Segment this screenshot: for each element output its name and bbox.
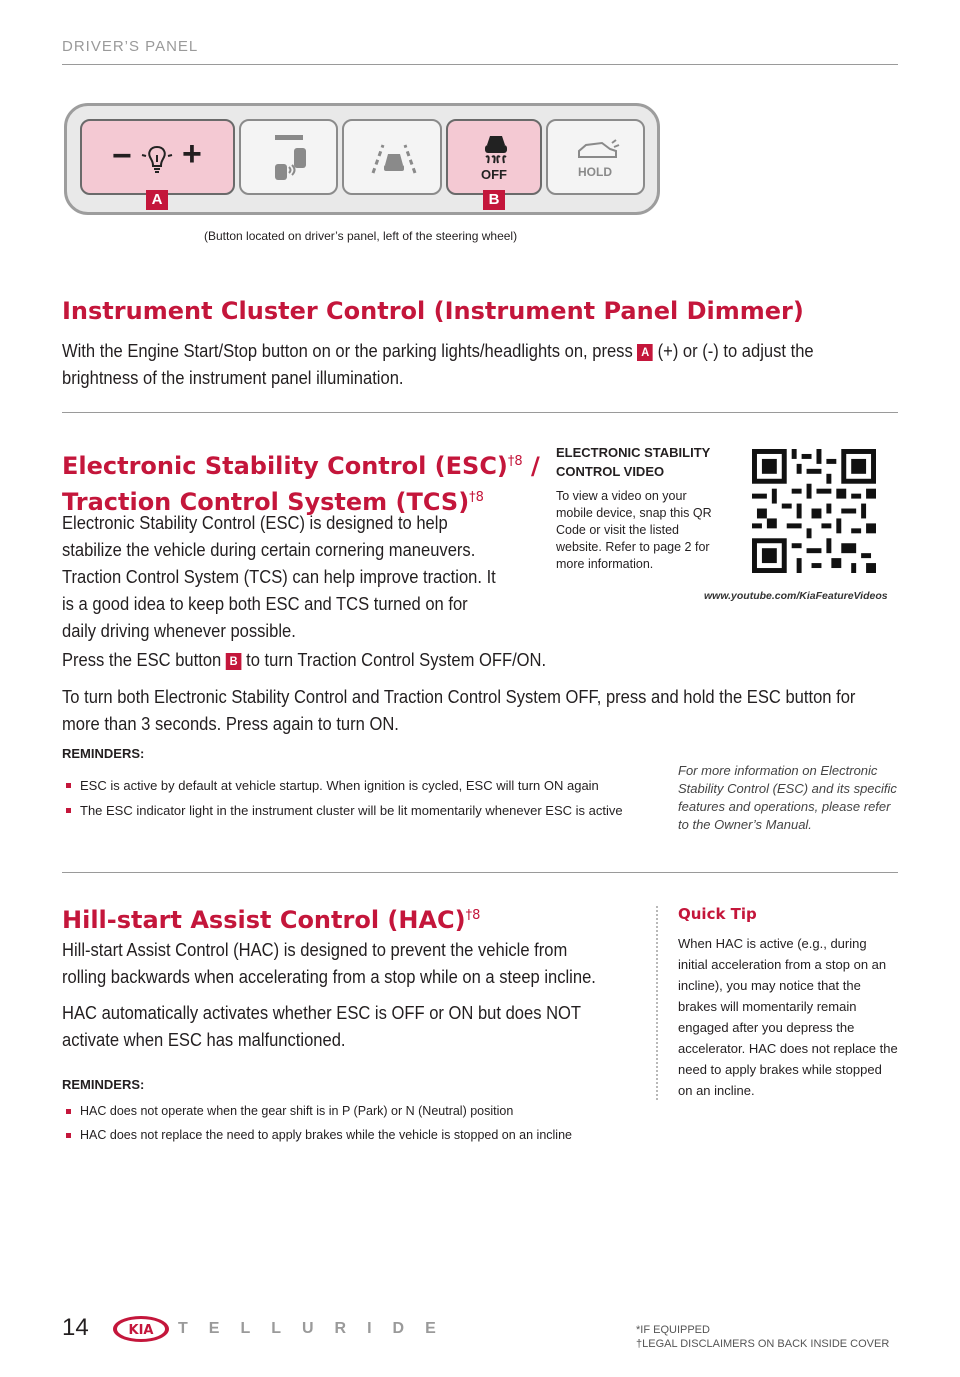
minus-sign: − [112, 137, 132, 175]
section-label: DRIVER’S PANEL [62, 38, 199, 55]
esc-intro: Electronic Stability Control (ESC) is designed to help stabilize the vehicle during certain cornering maneuvers. Traction Control System (TCS) can help improve traction. It is a good idea to keep both ESC and TCS turned on for daily driving whenever possible. [62, 513, 496, 641]
page-number: 14 [62, 1314, 89, 1341]
hac-reminders-list [66, 1104, 666, 1152]
dimmer-title: Instrument Cluster Control (Instrument Panel Dimmer) [62, 297, 804, 325]
callout-tag-a: A [146, 190, 168, 210]
callout-tag-b: B [483, 190, 505, 210]
dimmer-text-before: With the Engine Start/Stop button on or the parking lights/headlights on, press [62, 341, 633, 361]
qr-code-icon[interactable] [752, 449, 876, 573]
esc-hold-text: To turn both Electronic Stability Control and Traction Control System OFF, press and hold the ESC button for more than 3 seconds. Press again to turn ON. [62, 687, 856, 734]
parking-sensor-button [239, 119, 338, 195]
esc-press-after: to turn Traction Control System OFF/ON. [246, 650, 547, 670]
quick-tip-heading: Quick Tip [678, 905, 757, 923]
kia-logo-text: KIA [128, 1323, 154, 1338]
lane-assist-button [342, 119, 442, 195]
hac-title [62, 906, 480, 934]
esc-skidding-car-icon [478, 131, 514, 165]
inline-tag-a: A [637, 344, 653, 361]
dimmer-bulb-icon [140, 143, 174, 175]
panel-caption: (Button located on driver’s panel, left of the steering wheel) [204, 229, 518, 243]
header-divider [62, 64, 898, 65]
esc-title-slash: / [522, 452, 540, 480]
hac-title-text: Hill-start Assist Control (HAC) [62, 906, 466, 934]
lane-assist-icon [369, 141, 419, 177]
esc-off-button [446, 119, 542, 195]
esc-reminder-item: ESC is active by default at vehicle startup. When ignition is cycled, ESC will turn ON again [66, 778, 666, 793]
dimmer-paragraph [62, 338, 853, 392]
video-description: To view a video on your mobile device, snap this QR Code or visit the listed website. Refer to page 2 for more information. [556, 489, 712, 571]
plus-sign: + [182, 135, 202, 173]
quick-tip-dotted-divider [656, 906, 658, 1100]
section-divider [62, 872, 898, 873]
esc-title-sup2: †8 [469, 490, 484, 505]
section-divider [62, 412, 898, 413]
hac-reminders-heading: REMINDERS: [62, 1077, 145, 1092]
esc-reminder-item: The ESC indicator light in the instrument cluster will be lit momentarily whenever ESC is active [66, 803, 666, 818]
hac-reminder-item: HAC does not operate when the gear shift is in P (Park) or N (Neutral) position [66, 1104, 666, 1118]
auto-hold-button [546, 119, 645, 195]
esc-off-label: OFF [481, 167, 507, 182]
esc-title-line1: Electronic Stability Control (ESC) [62, 452, 508, 480]
dimmer-text-after: (+) or (-) to adjust the brightness of the instrument panel illumination. [62, 341, 814, 388]
dimmer-button [80, 119, 235, 195]
esc-title [62, 446, 540, 518]
inline-tag-b: B [226, 653, 242, 670]
video-url-link[interactable]: www.youtube.com/KiaFeatureVideos [704, 590, 888, 602]
parking-sensor-icon [267, 133, 313, 183]
auto-hold-car-icon [576, 139, 620, 163]
footer-disclaimer-2: †LEGAL DISCLAIMERS ON BACK INSIDE COVER [636, 1338, 890, 1350]
footer-disclaimer-1: *IF EQUIPPED [636, 1324, 710, 1336]
video-heading: ELECTRONIC STABILITY CONTROL VIDEO [556, 445, 711, 479]
esc-press-before: Press the ESC button [62, 650, 222, 670]
kia-logo-icon [112, 1315, 170, 1343]
esc-press-text [62, 647, 632, 674]
hac-paragraph-1: Hill-start Assist Control (HAC) is designed to prevent the vehicle from rolling backwards when accelerating from a stop while on a steep incline. [62, 940, 596, 987]
hac-reminder-item: HAC does not replace the need to apply brakes while the vehicle is stopped on an incline [66, 1128, 666, 1142]
esc-title-line2: Traction Control System (TCS) [62, 488, 470, 516]
esc-more-info: For more information on Electronic Stability Control (ESC) and its specific features and operations, please refer to the Owner’s Manual. [678, 763, 897, 832]
auto-hold-label: HOLD [578, 165, 612, 179]
esc-title-sup1: †8 [507, 454, 523, 469]
telluride-wordmark: TELLURIDE [178, 1320, 457, 1337]
hac-title-sup: †8 [465, 908, 481, 923]
esc-reminders-heading: REMINDERS: [62, 746, 145, 761]
quick-tip-text: When HAC is active (e.g., during initial acceleration from a stop on an incline), you may notice that the brakes will momentarily remain engaged after you depress the accelerator. HAC does not replace the need to apply brakes while stopped on an incline. [678, 936, 898, 1098]
hac-paragraph-2: HAC automatically activates whether ESC is OFF or ON but does NOT activate when ESC has malfunctioned. [62, 1003, 581, 1050]
esc-reminders-list [66, 778, 666, 828]
